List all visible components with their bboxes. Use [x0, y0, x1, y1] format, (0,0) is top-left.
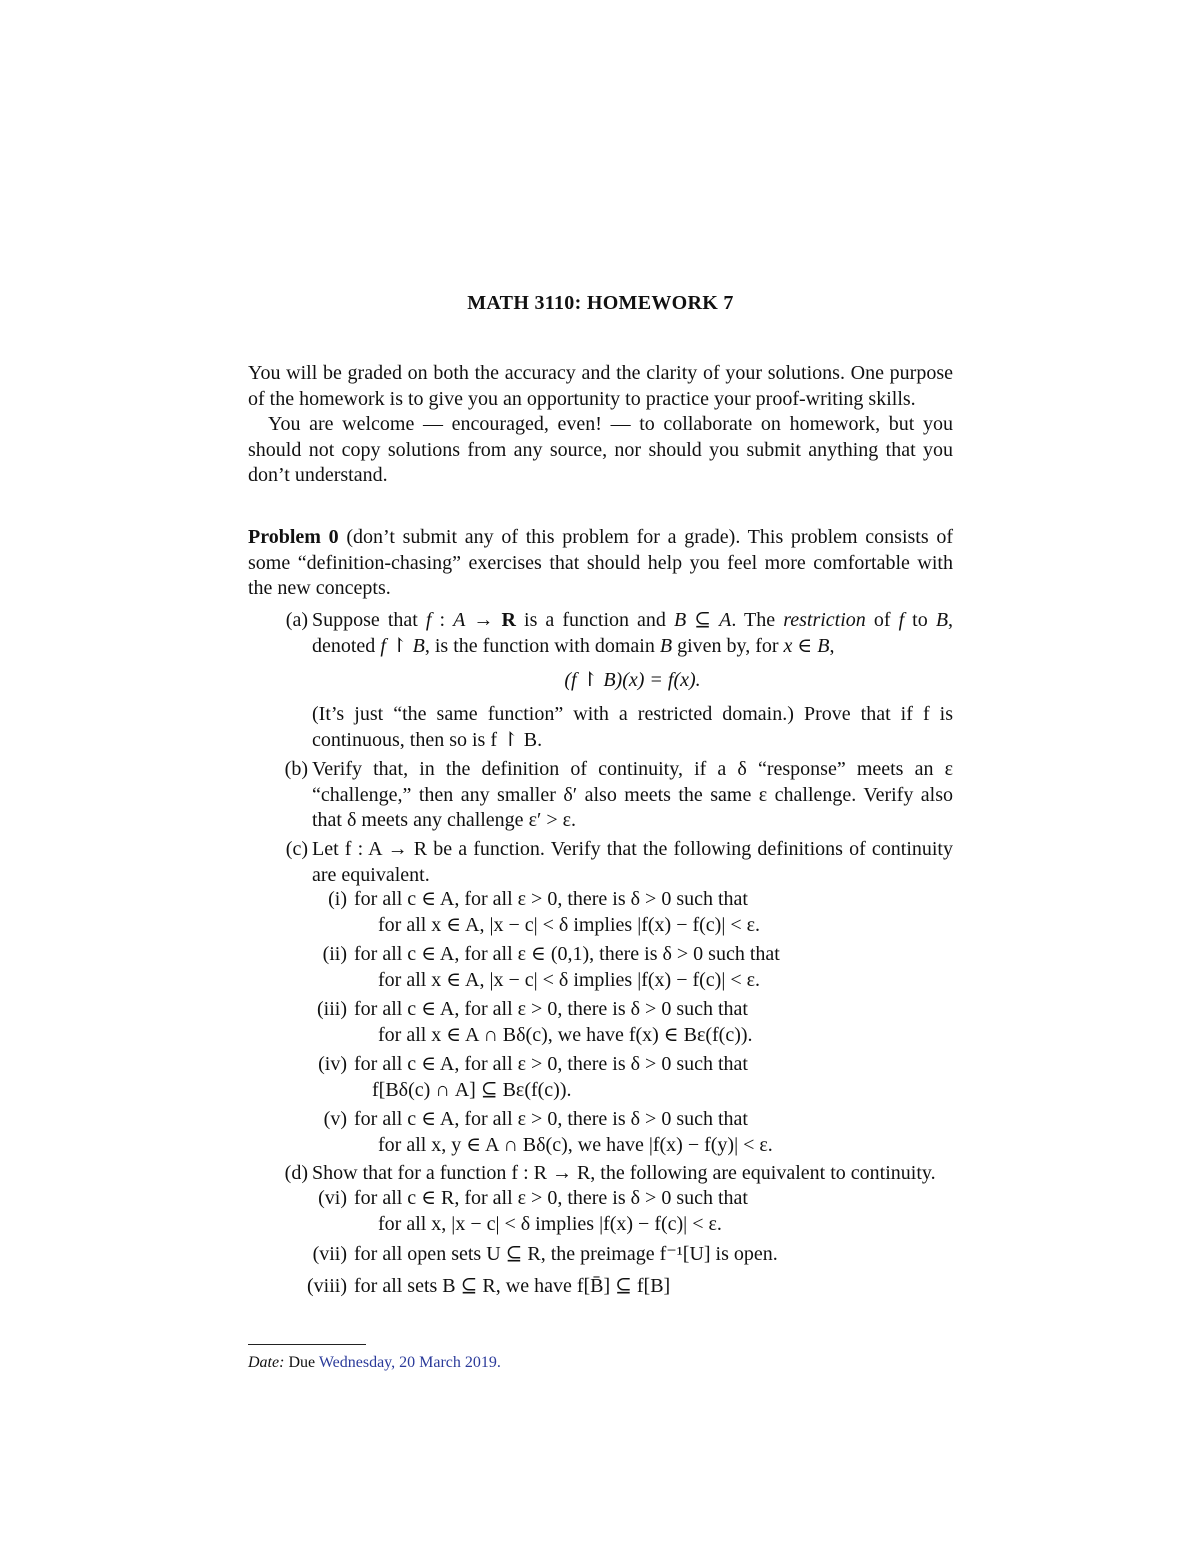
- footnote-prefix: Due: [284, 1354, 319, 1371]
- part-a: [248, 608, 953, 659]
- intro-paragraph-2: You are welcome — encouraged, even! — to collaborate on homework, but you should not copy solutions from any source, nor should you submit anything that you don’t understand.: [248, 413, 953, 486]
- due-date-link[interactable]: Wednesday, 20 March 2019.: [318, 1354, 501, 1371]
- part-b: [248, 757, 953, 834]
- subitem-viii: (viii) for all sets B ⊆ R, we have f[B̄] ⊆ f[B]: [307, 1275, 671, 1297]
- part-b-label: (b): [284, 758, 308, 780]
- footnote-label: Date:: [248, 1354, 285, 1371]
- part-d-body: Show that for a function f : R → R, the following are equivalent to continuity.: [312, 1162, 936, 1184]
- intro-paragraph-1: You will be graded on both the accuracy and the clarity of your solutions. One purpose of the homework is to give you an opportunity to practice your proof-writing skills.: [248, 362, 953, 410]
- subitem-iv: (iv) for all c ∈ A, for all ε > 0, there is δ > 0 such that f[Bδ(c) ∩ A] ⊆ Bε(f(c)).: [318, 1053, 748, 1101]
- part-c: [248, 837, 953, 888]
- part-a-label: (a): [285, 609, 308, 631]
- intro: [248, 361, 953, 489]
- footnote-rule: [248, 1344, 366, 1345]
- part-c-label: (c): [285, 838, 308, 860]
- subitem-i: (i) for all c ∈ A, for all ε > 0, there is δ > 0 such that for all x ∈ A, |x − c| < δ implies |f(x) − f(c)| < ε.: [328, 888, 761, 936]
- subitem-iii: (iii) for all c ∈ A, for all ε > 0, there is δ > 0 such that for all x ∈ A ∩ Bδ(c), we have f(x) ∈ Bε(f(c)).: [317, 998, 753, 1046]
- page-title: MATH 3110: HOMEWORK 7: [467, 292, 734, 314]
- part-a-display-equation: (f ↾ B)(x) = f(x).: [564, 669, 701, 691]
- footnote: [248, 1350, 501, 1376]
- part-a-tail: (It’s just “the same function” with a restricted domain.) Prove that if f is continuous, then so is f ↾ B.: [312, 703, 953, 751]
- problem-statement: [248, 525, 953, 602]
- part-d: [248, 1161, 953, 1187]
- part-b-body: Verify that, in the definition of continuity, if a δ “response” meets an ε “challenge,” then any smaller δ′ also meets the same ε challenge. Verify also that δ meets any challenge ε′ > ε.: [312, 758, 953, 831]
- part-c-body: Let f : A → R be a function. Verify that the following definitions of continuity are equivalent.: [312, 838, 953, 886]
- subitem-v: (v) for all c ∈ A, for all ε > 0, there is δ > 0 such that for all x, y ∈ A ∩ Bδ(c), we have |f(x) − f(y)| < ε.: [323, 1108, 773, 1156]
- subitem-vii: (vii) for all open sets U ⊆ R, the preimage f⁻¹[U] is open.: [312, 1243, 778, 1265]
- part-a-body: Suppose that f : A → R is a function and B ⊆ A. The restriction of f to B, denoted f ↾ B, is the function with domain B given by, for x ∈ B,: [312, 609, 954, 657]
- problem-text: (don’t submit any of this problem for a grade). This problem consists of some “definition-chasing” exercises that should help you feel more comfortable with the new concepts.: [248, 526, 953, 599]
- subitem-ii: (ii) for all c ∈ A, for all ε ∈ (0,1), there is δ > 0 such that for all x ∈ A, |x − c| < δ implies |f(x) − f(c)| < ε.: [322, 943, 780, 991]
- subitem-vi: (vi) for all c ∈ R, for all ε > 0, there is δ > 0 such that for all x, |x − c| < δ implies |f(x) − f(c)| < ε.: [318, 1187, 748, 1235]
- problem-heading: Problem 0: [248, 526, 339, 548]
- part-d-label: (d): [284, 1162, 308, 1184]
